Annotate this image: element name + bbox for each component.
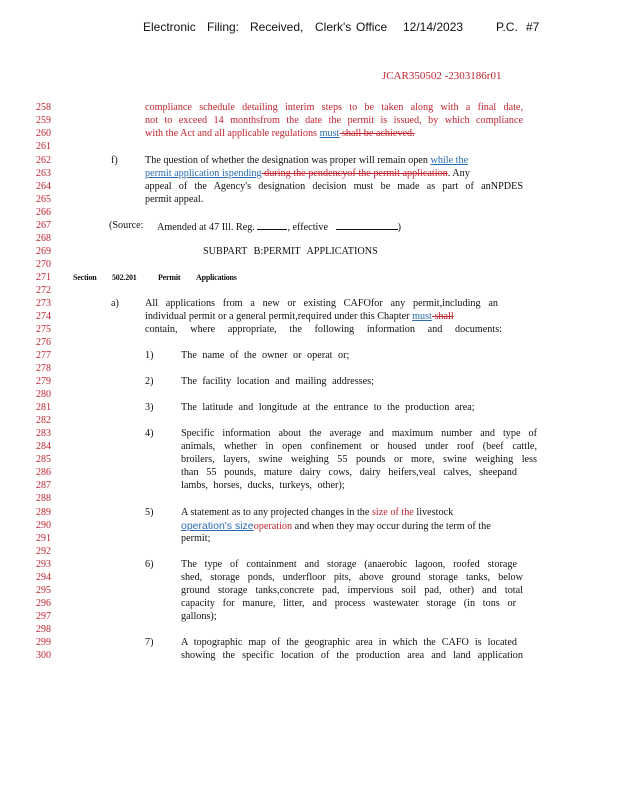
line-274 [0,311,618,323]
line-283 [0,428,618,440]
underlined-text: ending [233,168,262,179]
line-text: animals, whether in open confinement or housed under roof (beef cattle, [181,441,537,452]
underlined-text: must [319,128,340,139]
line-number: 298 [36,624,51,635]
line-289 [0,507,618,519]
header-pc: P.C. [496,20,518,34]
line-number: 285 [36,454,51,465]
line-number: 300 [36,650,51,661]
line-text [145,168,470,180]
line-number: 275 [36,324,51,335]
line-number: 281 [36,402,51,413]
line-298 [0,624,618,636]
line-264 [0,181,618,193]
line-text: The name of the owner or operat or; [181,350,350,361]
line-number: 279 [36,376,51,387]
underlined-text: while the [430,155,469,166]
section-title-permit: Permit [158,273,181,282]
header-pc-number: #7 [526,20,540,34]
plain-text: The question of whether the designation was proper will remain open [145,155,431,166]
line-292 [0,546,618,558]
line-260 [0,128,618,140]
underlined-text: permit application isp [145,168,234,179]
subpart-heading: SUBPART B:PERMIT APPLICATIONS [203,246,378,257]
line-266 [0,207,618,219]
line-number: 287 [36,480,51,491]
line-282 [0,415,618,427]
line-text: permit; [181,533,211,544]
line-number: 261 [36,141,51,152]
line-number: 293 [36,559,51,570]
line-number: 271 [36,272,51,283]
section-number: 502.201 [112,273,137,282]
line-271 [0,272,618,284]
line-number: 272 [36,285,51,296]
line-number: 276 [36,337,51,348]
line-text [181,507,453,519]
header-received: Received, [250,20,304,34]
inserted-text: with the Act and all applicable regulations [145,128,320,139]
line-293 [0,559,618,571]
line-text: The facility location and mailing addresses; [181,376,374,387]
line-number: 294 [36,572,51,583]
plain-text: and when they may occur during the term of the [292,521,491,532]
line-262 [0,155,618,167]
line-text: appeal of the Agency's designation decision must be made as part of anNPDES [145,181,523,192]
line-number: 270 [36,259,51,270]
jcar-reference: JCAR350502 -2303186r01 [382,70,502,82]
line-267 [0,220,618,232]
line-number: 258 [36,102,51,113]
item-label-6: 6) [145,559,154,570]
line-288 [0,493,618,505]
line-287 [0,480,618,492]
inserted-text: operation [253,521,293,532]
line-number: 286 [36,467,51,478]
line-number: 266 [36,207,51,218]
line-text: broilers, layers, swine weighing 55 pounds or more, swine weighing less [181,454,537,465]
line-279 [0,376,618,388]
line-number: 263 [36,168,51,179]
source-amended [157,220,401,234]
line-text: showing the specific location of the production area and land application [181,650,523,661]
line-number: 260 [36,128,51,139]
line-number: 280 [36,389,51,400]
line-270 [0,259,618,271]
item-label-1: 1) [145,350,154,361]
plain-text: individual permit or a general permit,required under this Chapter [145,311,413,322]
line-285 [0,454,618,466]
line-text: The type of containment and storage (anaerobic lagoon, roofed storage [181,559,517,570]
header-electronic: Electronic [143,20,196,34]
line-286 [0,467,618,479]
line-295 [0,585,618,597]
line-278 [0,363,618,375]
line-275 [0,324,618,336]
line-number: 283 [36,428,51,439]
line-268 [0,233,618,245]
section-label: Section [73,273,97,282]
line-text: capacity for manure, litter, and process wastewater storage (in tons or [181,598,516,609]
line-297 [0,611,618,623]
line-text: compliance schedule detailing interim steps to be taken along with a final date, [145,102,523,113]
section-title-applications: Applications [196,273,237,282]
line-number: 282 [36,415,51,426]
line-number: 288 [36,493,51,504]
item-label-f: f) [111,155,118,166]
line-number: 278 [36,363,51,374]
line-261 [0,141,618,153]
line-277 [0,350,618,362]
line-number: 269 [36,246,51,257]
line-273 [0,298,618,310]
line-number: 274 [36,311,51,322]
source-close: ) [397,222,402,233]
line-text: shed, storage ponds, underfloor pits, above ground storage tanks, below [181,572,523,583]
line-number: 262 [36,155,51,166]
line-text [145,128,415,140]
line-text: ground storage tanks,concrete pad, impervious soil pad, other) and total [181,585,523,596]
line-290 [0,520,618,532]
item-label-3: 3) [145,402,154,413]
item-label-7: 7) [145,637,154,648]
source-label: (Source: [109,220,144,231]
line-number: 297 [36,611,51,622]
line-text: than 55 pounds, mature dairy cows, dairy heifers,veal calves, sheepand [181,467,517,478]
line-299 [0,637,618,649]
line-284 [0,441,618,453]
inserted-text: size of the [371,507,414,518]
source-text: Amended at 47 Ill. Reg. [157,222,255,233]
line-number: 259 [36,115,51,126]
line-number: 284 [36,441,51,452]
line-text: gallons); [181,611,217,622]
underlined-text: operation's size [181,520,254,532]
source-effective: , effective [287,222,328,233]
line-294 [0,572,618,584]
line-text: contain, where appropriate, the following information and documents: [145,324,502,335]
plain-text: livestock [413,507,454,518]
line-text: not to exceed 14 monthsfrom the date the permit is issued, by which compliance [145,115,523,126]
line-258 [0,102,618,114]
line-300 [0,650,618,662]
line-text [145,155,468,167]
line-text: Specific information about the average and maximum number and type of [181,428,537,439]
line-number: 268 [36,233,51,244]
underlined-text: must [412,311,432,322]
line-281 [0,402,618,414]
line-number: 296 [36,598,51,609]
header-clerks: Clerk's [315,20,352,34]
line-296 [0,598,618,610]
line-text: The latitude and longitude at the entrance to the production area; [181,402,475,413]
line-number: 299 [36,637,51,648]
line-number: 277 [36,350,51,361]
line-text: A topographic map of the geographic area in which the CAFO is located [181,637,517,648]
item-label-5: 5) [145,507,154,518]
struck-text: shall be achieved. [339,128,415,139]
line-number: 264 [36,181,51,192]
item-label-4: 4) [145,428,154,439]
line-text: lambs, horses, ducks, turkeys, other); [181,480,345,491]
line-272 [0,285,618,297]
line-280 [0,389,618,401]
line-number: 295 [36,585,51,596]
item-label-a: a) [111,298,119,309]
struck-text: during the pendencyof the permit application [261,168,448,179]
line-269 [0,246,618,258]
line-text: All applications from a new or existing CAFOfor any permit,including an [145,298,498,309]
line-291 [0,533,618,545]
line-text [181,520,491,533]
header-date: 12/14/2023 [403,20,464,34]
line-number: 290 [36,520,51,531]
line-number: 291 [36,533,51,544]
line-number: 267 [36,220,51,231]
line-number: 292 [36,546,51,557]
line-text [145,311,454,323]
struck-text: shall [431,311,454,322]
line-number: 273 [36,298,51,309]
plain-text: . Any [447,168,470,179]
line-276 [0,337,618,349]
line-259 [0,115,618,127]
line-number: 289 [36,507,51,518]
item-label-2: 2) [145,376,154,387]
blank-line [257,220,287,230]
line-265 [0,194,618,206]
header-office: Office [356,20,388,34]
line-number: 265 [36,194,51,205]
blank-line [336,220,398,230]
line-text: permit appeal. [145,194,204,205]
line-263 [0,168,618,180]
plain-text: A statement as to any projected changes in the [181,507,372,518]
header-filing: Filing: [207,20,240,34]
